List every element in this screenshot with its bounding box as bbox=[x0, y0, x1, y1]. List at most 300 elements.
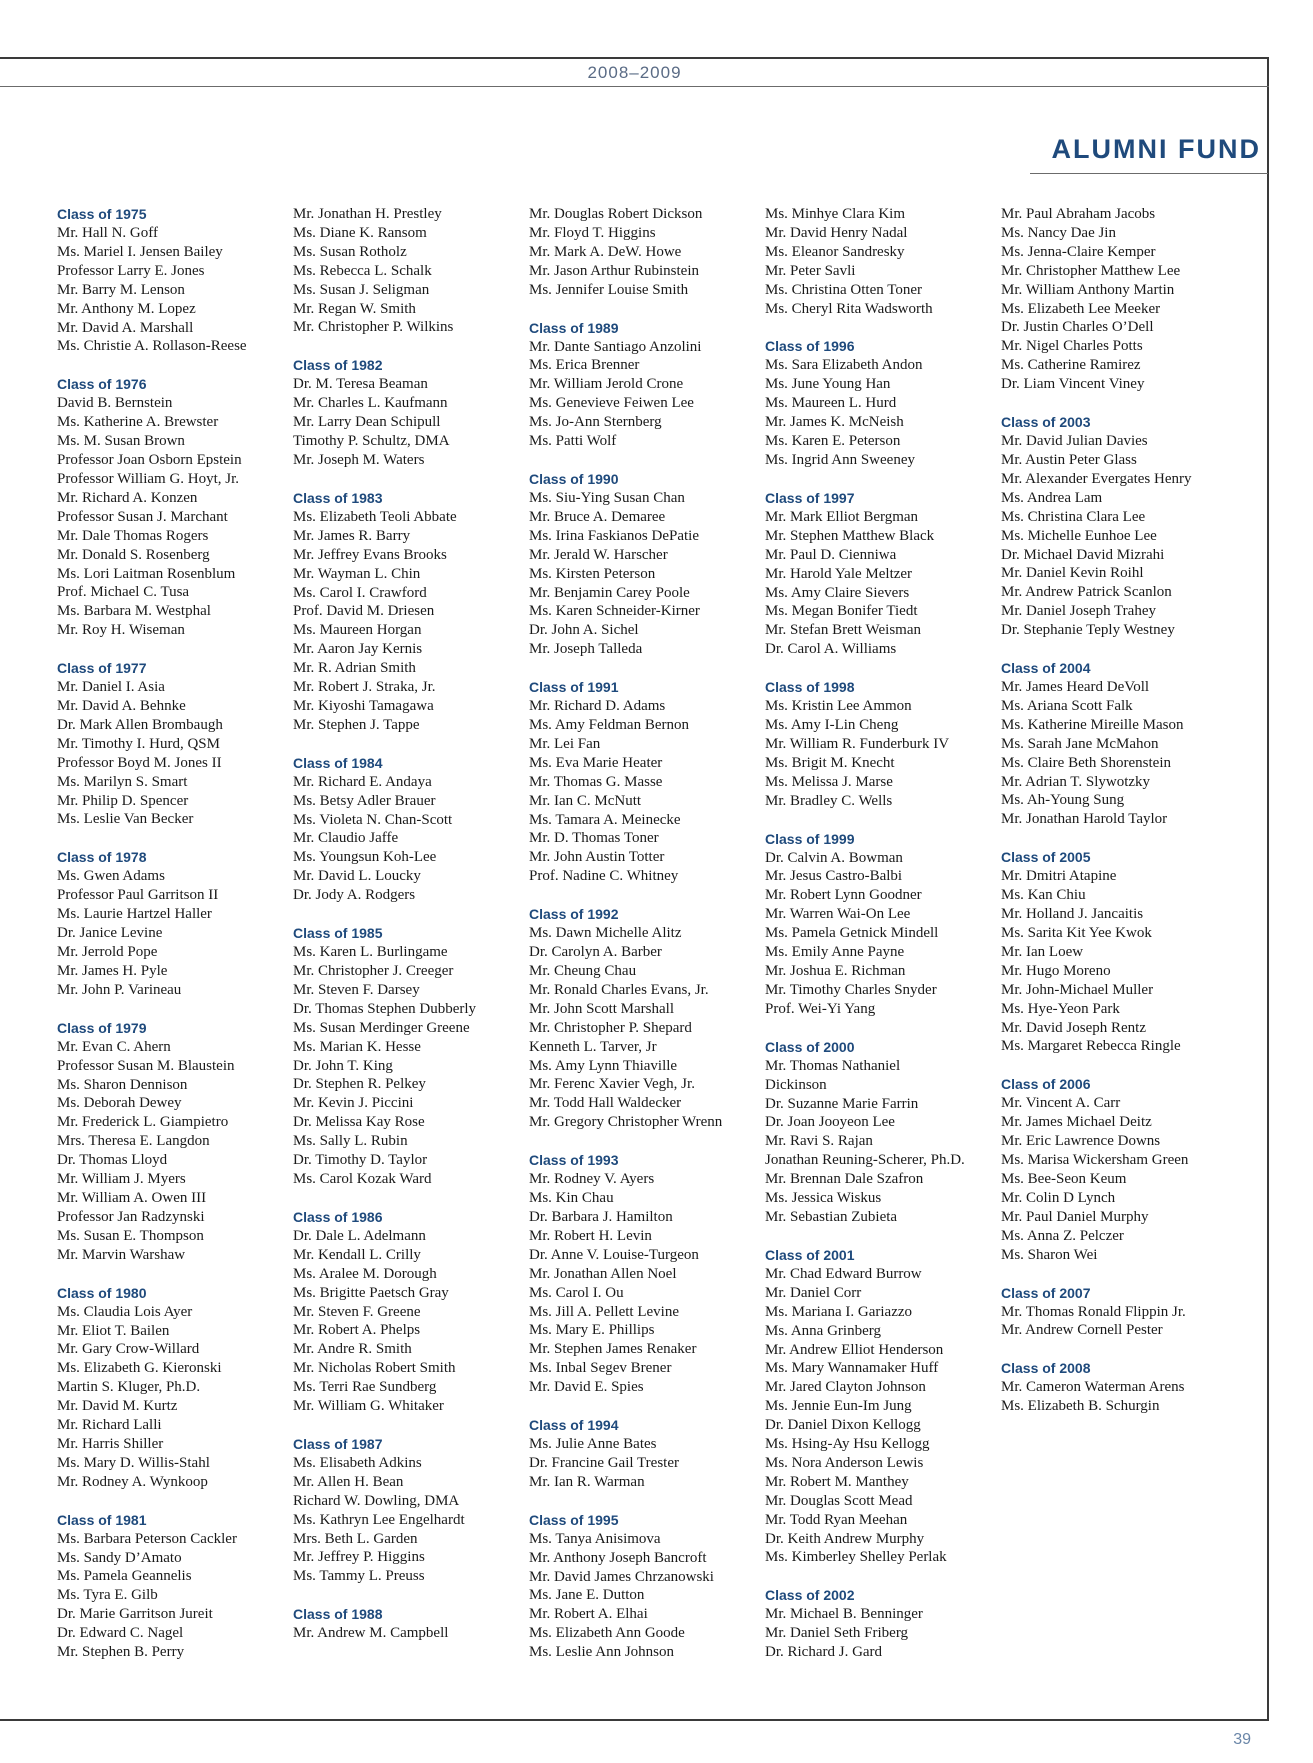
page-number: 39 bbox=[1233, 1731, 1251, 1748]
donor-name: Mr. Claudio Jaffe bbox=[293, 830, 399, 847]
donor-name: Mr. Ian R. Warman bbox=[529, 1473, 645, 1490]
donor-name: Ms. Eleanor Sandresky bbox=[765, 243, 905, 260]
class-heading: Class of 2007 bbox=[1001, 1284, 1091, 1301]
donor-name: Ms. Tamara A. Meinecke bbox=[529, 811, 681, 828]
donor-name: Mr. Stephen James Renaker bbox=[529, 1341, 697, 1358]
donor-name: Mr. Stephen J. Tappe bbox=[293, 716, 420, 733]
donor-name: Ms. Tanya Anisimova bbox=[529, 1530, 661, 1547]
donor-name: Mr. Anthony M. Lopez bbox=[57, 300, 196, 317]
class-group bbox=[529, 1416, 761, 1492]
class-group bbox=[765, 205, 997, 318]
donor-name: Ms. Sandy D’Amato bbox=[57, 1549, 182, 1566]
class-group bbox=[293, 1435, 525, 1586]
donor-name: Mr. Andrew M. Campbell bbox=[293, 1625, 449, 1642]
donor-name: Mr. Gary Crow-Willard bbox=[57, 1341, 200, 1358]
donor-name: Mr. Rodney V. Ayers bbox=[529, 1171, 655, 1188]
class-heading: Class of 1987 bbox=[293, 1435, 383, 1452]
donor-name: Mr. Andre R. Smith bbox=[293, 1341, 412, 1358]
donor-name: Ms. Leslie Van Becker bbox=[57, 811, 194, 828]
donor-name: Ms. Kan Chiu bbox=[1001, 887, 1086, 904]
donor-name: Professor Susan M. Blaustein bbox=[57, 1057, 235, 1074]
donor-name: Ms. Anna Grinberg bbox=[765, 1322, 881, 1339]
donor-name: Ms. Mariel I. Jensen Bailey bbox=[57, 243, 223, 260]
donor-name: Mr. Holland J. Jancaitis bbox=[1001, 906, 1144, 923]
donor-name: Mr. Paul Daniel Murphy bbox=[1001, 1208, 1149, 1225]
donor-name: Mr. Stephen Matthew Black bbox=[765, 527, 935, 544]
donor-name: Mr. Allen H. Bean bbox=[293, 1473, 404, 1490]
donor-column-1 bbox=[57, 205, 289, 1681]
donor-name: Prof. Michael C. Tusa bbox=[57, 584, 190, 601]
class-group bbox=[765, 678, 997, 810]
class-heading: Class of 1983 bbox=[293, 489, 383, 506]
donor-name: Ms. Susan J. Seligman bbox=[293, 281, 430, 298]
class-group bbox=[293, 205, 525, 337]
donor-name: Mr. Peter Savli bbox=[765, 262, 856, 279]
class-heading: Class of 1992 bbox=[529, 906, 619, 923]
class-group bbox=[765, 1586, 997, 1662]
donor-name: Mr. Roy H. Wiseman bbox=[57, 622, 185, 639]
donor-name: Mr. Daniel Joseph Trahey bbox=[1001, 603, 1156, 620]
donor-name: Ms. Karen L. Burlingame bbox=[293, 944, 448, 961]
donor-name: Ms. Marian K. Hesse bbox=[293, 1038, 421, 1055]
donor-name: Mr. Philip D. Spencer bbox=[57, 792, 189, 809]
class-heading: Class of 1998 bbox=[765, 679, 855, 696]
donor-name: Dr. Suzanne Marie Farrin bbox=[765, 1095, 919, 1112]
donor-name: Ms. Betsy Adler Brauer bbox=[293, 792, 436, 809]
donor-name: Ms. Amy I-Lin Cheng bbox=[765, 717, 899, 734]
donor-name: Mr. Steven F. Greene bbox=[293, 1303, 421, 1320]
donor-name: David B. Bernstein bbox=[57, 395, 173, 412]
class-heading: Class of 1976 bbox=[57, 376, 147, 393]
donor-name: Ms. Maureen L. Hurd bbox=[765, 395, 897, 412]
class-heading: Class of 1977 bbox=[57, 660, 147, 677]
class-group bbox=[57, 848, 289, 999]
class-group bbox=[57, 1511, 289, 1662]
class-group bbox=[529, 319, 761, 451]
donor-name: Ms. Pamela Geannelis bbox=[57, 1568, 192, 1585]
donor-name: Dr. Carolyn A. Barber bbox=[529, 944, 662, 961]
donor-name: Jonathan Reuning-Scherer, Ph.D. bbox=[765, 1152, 965, 1169]
donor-name: Mr. Ferenc Xavier Vegh, Jr. bbox=[529, 1076, 695, 1093]
donor-name: Mr. David Julian Davies bbox=[1001, 433, 1148, 450]
donor-name: Mr. Andrew Elliot Henderson bbox=[765, 1341, 944, 1358]
donor-name: Ms. Kathryn Lee Engelhardt bbox=[293, 1511, 465, 1528]
donor-name: Ms. Kristin Lee Ammon bbox=[765, 698, 912, 715]
donor-name: Mr. David Henry Nadal bbox=[765, 224, 908, 241]
donor-name: Ms. Kimberley Shelley Perlak bbox=[765, 1549, 947, 1566]
donor-name: Dr. Calvin A. Bowman bbox=[765, 849, 903, 866]
class-heading: Class of 2003 bbox=[1001, 414, 1091, 431]
donor-name: Mr. Andrew Cornell Pester bbox=[1001, 1322, 1163, 1339]
donor-name: Mr. Kendall L. Crilly bbox=[293, 1246, 421, 1263]
donor-name: Mr. Barry M. Lenson bbox=[57, 281, 185, 298]
donor-name: Mr. Thomas Nathaniel bbox=[765, 1057, 901, 1074]
donor-name: Mr. Dante Santiago Anzolini bbox=[529, 338, 702, 355]
donor-name: Ms. Barbara M. Westphal bbox=[57, 603, 211, 620]
donor-name: Richard W. Dowling, DMA bbox=[293, 1492, 460, 1509]
donor-name: Dr. Liam Vincent Viney bbox=[1001, 376, 1145, 393]
class-group bbox=[1001, 659, 1233, 829]
class-group bbox=[1001, 848, 1233, 1056]
class-heading: Class of 1995 bbox=[529, 1511, 619, 1528]
donor-name: Mr. Hugo Moreno bbox=[1001, 962, 1111, 979]
donor-name: Ms. Julie Anne Bates bbox=[529, 1436, 657, 1453]
donor-name: Mr. Richard Lalli bbox=[57, 1417, 162, 1434]
donor-name: Mr. William J. Myers bbox=[57, 1171, 186, 1188]
donor-name: Ms. Pamela Getnick Mindell bbox=[765, 925, 939, 942]
donor-name: Ms. Kin Chau bbox=[529, 1190, 614, 1207]
donor-name: Mr. John-Michael Muller bbox=[1001, 981, 1154, 998]
donor-name: Professor Boyd M. Jones II bbox=[57, 754, 222, 771]
donor-name: Mr. John Scott Marshall bbox=[529, 1000, 674, 1017]
donor-name: Ms. Patti Wolf bbox=[529, 433, 617, 450]
class-heading: Class of 1999 bbox=[765, 830, 855, 847]
donor-name: Mr. Richard E. Andaya bbox=[293, 773, 432, 790]
donor-name: Mr. Jeffrey P. Higgins bbox=[293, 1549, 425, 1566]
donor-name: Mr. Evan C. Ahern bbox=[57, 1038, 171, 1055]
donor-name: Timothy P. Schultz, DMA bbox=[293, 433, 450, 450]
class-heading: Class of 2001 bbox=[765, 1246, 855, 1263]
donor-name: Mr. Charles L. Kaufmann bbox=[293, 395, 448, 412]
donor-name: Ms. Elizabeth Ann Goode bbox=[529, 1625, 685, 1642]
donor-name: Mr. Christopher P. Shepard bbox=[529, 1019, 692, 1036]
donor-name: Mr. Jerald W. Harscher bbox=[529, 546, 668, 563]
class-group bbox=[529, 1511, 761, 1662]
donor-name: Mr. Robert H. Levin bbox=[529, 1227, 652, 1244]
donor-name: Ms. Hsing-Ay Hsu Kellogg bbox=[765, 1436, 930, 1453]
class-group bbox=[57, 205, 289, 356]
donor-name: Professor Susan J. Marchant bbox=[57, 508, 228, 525]
donor-name: Mr. Christopher J. Creeger bbox=[293, 963, 454, 979]
donor-name: Ms. Nora Anderson Lewis bbox=[765, 1454, 924, 1471]
class-group bbox=[529, 470, 761, 659]
donor-name: Ms. Mary Wannamaker Huff bbox=[765, 1360, 939, 1377]
class-heading: Class of 1981 bbox=[57, 1511, 147, 1528]
donor-column-3 bbox=[529, 205, 761, 1681]
donor-name: Ms. Genevieve Feiwen Lee bbox=[529, 395, 694, 412]
class-group bbox=[1001, 1359, 1233, 1416]
donor-name: Mr. Jonathan Harold Taylor bbox=[1001, 811, 1168, 828]
class-group bbox=[765, 830, 997, 1019]
class-heading: Class of 1985 bbox=[293, 925, 383, 942]
class-group bbox=[529, 205, 761, 300]
donor-name: Ms. Irina Faskianos DePatie bbox=[529, 527, 699, 544]
donor-name: Mr. Brennan Dale Szafron bbox=[765, 1171, 924, 1188]
donor-name: Mr. Harold Yale Meltzer bbox=[765, 565, 913, 582]
donor-name: Mr. Ravi S. Rajan bbox=[765, 1133, 873, 1150]
donor-name: Mr. Eliot T. Bailen bbox=[57, 1322, 170, 1339]
donor-name: Mr. Cheung Chau bbox=[529, 963, 637, 979]
donor-name: Mr. Robert A. Phelps bbox=[293, 1322, 421, 1339]
donor-name: Dr. Michael David Mizrahi bbox=[1001, 546, 1165, 563]
donor-name: Mr. Joseph M. Waters bbox=[293, 451, 425, 468]
class-group bbox=[57, 375, 289, 640]
donor-name: Ms. Youngsun Koh-Lee bbox=[293, 849, 437, 866]
donor-name: Ms. Ah-Young Sung bbox=[1001, 792, 1125, 809]
donor-name: Ms. Deborah Dewey bbox=[57, 1095, 182, 1112]
donor-name: Dr. Edward C. Nagel bbox=[57, 1625, 184, 1642]
donor-name: Ms. Inbal Segev Brener bbox=[529, 1360, 672, 1377]
donor-name: Mr. Joseph Talleda bbox=[529, 641, 643, 658]
donor-name: Ms. Brigit M. Knecht bbox=[765, 754, 895, 771]
donor-name: Mr. Mark Elliot Bergman bbox=[765, 508, 919, 525]
donor-name: Mr. Jesus Castro-Balbi bbox=[765, 868, 903, 885]
donor-name: Mr. Stephen B. Perry bbox=[57, 1644, 185, 1661]
donor-name: Mr. David James Chrzanowski bbox=[529, 1568, 714, 1585]
donor-name: Ms. June Young Han bbox=[765, 376, 891, 393]
class-group bbox=[57, 659, 289, 829]
donor-name: Mr. Hall N. Goff bbox=[57, 225, 158, 241]
donor-name: Ms. Susan Rotholz bbox=[293, 243, 407, 260]
donor-name: Ms. Siu-Ying Susan Chan bbox=[529, 489, 685, 506]
donor-name: Mr. Nigel Charles Potts bbox=[1001, 338, 1143, 355]
class-heading: Class of 1982 bbox=[293, 357, 383, 374]
donor-name: Mr. Benjamin Carey Poole bbox=[529, 584, 690, 601]
donor-name: Mr. Stefan Brett Weisman bbox=[765, 622, 921, 639]
donor-name: Mr. Daniel Seth Friberg bbox=[765, 1625, 909, 1642]
donor-name: Mr. Ian Loew bbox=[1001, 943, 1084, 960]
donor-name: Mr. Robert J. Straka, Jr. bbox=[293, 679, 436, 696]
donor-name: Ms. Ingrid Ann Sweeney bbox=[765, 451, 915, 468]
donor-name: Mr. Thomas G. Masse bbox=[529, 773, 663, 790]
donor-name: Mr. Christopher P. Wilkins bbox=[293, 319, 454, 336]
donor-name: Dr. John T. King bbox=[293, 1057, 393, 1074]
donor-name: Mr. Daniel I. Asia bbox=[57, 679, 165, 696]
donor-name: Mr. Robert Lynn Goodner bbox=[765, 887, 922, 904]
donor-name: Dr. Richard J. Gard bbox=[765, 1644, 883, 1661]
donor-name: Ms. Jane E. Dutton bbox=[529, 1587, 645, 1604]
donor-name: Ms. Katherine Mireille Mason bbox=[1001, 716, 1184, 733]
donor-name: Dickinson bbox=[765, 1076, 827, 1093]
class-heading: Class of 1991 bbox=[529, 679, 619, 696]
donor-column-2 bbox=[293, 205, 525, 1662]
donor-name: Ms. Melissa J. Marse bbox=[765, 773, 893, 790]
donor-name: Ms. Margaret Rebecca Ringle bbox=[1001, 1038, 1181, 1055]
donor-name: Ms. Megan Bonifer Tiedt bbox=[765, 603, 918, 620]
donor-name: Ms. Catherine Ramirez bbox=[1001, 357, 1141, 374]
class-heading: Class of 2000 bbox=[765, 1038, 855, 1055]
donor-name: Ms. Jennifer Louise Smith bbox=[529, 281, 689, 298]
donor-name: Mr. D. Thomas Toner bbox=[529, 830, 659, 847]
donor-name: Ms. Katherine A. Brewster bbox=[57, 414, 219, 431]
donor-name: Mr. Jared Clayton Johnson bbox=[765, 1379, 926, 1396]
donor-name: Dr. John A. Sichel bbox=[529, 622, 639, 639]
donor-name: Ms. Erica Brenner bbox=[529, 357, 640, 374]
donor-name: Mr. Sebastian Zubieta bbox=[765, 1208, 898, 1225]
donor-name: Dr. Janice Levine bbox=[57, 925, 163, 942]
donor-name: Mr. Douglas Robert Dickson bbox=[529, 206, 703, 222]
donor-name: Mr. Harris Shiller bbox=[57, 1435, 164, 1452]
donor-name: Mr. James R. Barry bbox=[293, 527, 411, 544]
donor-name: Ms. Minhye Clara Kim bbox=[765, 206, 905, 222]
donor-name: Mr. Richard A. Konzen bbox=[57, 489, 198, 506]
donor-name: Ms. Sarita Kit Yee Kwok bbox=[1001, 925, 1152, 941]
donor-name: Mr. Vincent A. Carr bbox=[1001, 1095, 1121, 1112]
donor-name: Mr. Donald S. Rosenberg bbox=[57, 546, 210, 563]
donor-name: Mr. Steven F. Darsey bbox=[293, 981, 420, 998]
donor-name: Mr. Paul Abraham Jacobs bbox=[1001, 206, 1156, 222]
donor-name: Mrs. Theresa E. Langdon bbox=[57, 1133, 210, 1150]
class-group bbox=[765, 1246, 997, 1568]
donor-name: Ms. Amy Lynn Thiaville bbox=[529, 1057, 678, 1074]
donor-name: Ms. Christie A. Rollason-Reese bbox=[57, 338, 247, 355]
donor-name: Mr. William Jerold Crone bbox=[529, 376, 684, 393]
class-heading: Class of 1984 bbox=[293, 754, 383, 771]
donor-name: Dr. Stephen R. Pelkey bbox=[293, 1076, 426, 1093]
donor-name: Ms. Ariana Scott Falk bbox=[1001, 697, 1133, 714]
donor-name: Mr. David A. Behnke bbox=[57, 698, 186, 715]
donor-name: Ms. Mariana I. Gariazzo bbox=[765, 1303, 913, 1320]
donor-name: Mr. Gregory Christopher Wrenn bbox=[529, 1114, 723, 1131]
donor-name: Mr. Dale Thomas Rogers bbox=[57, 527, 209, 544]
donor-name: Ms. Elizabeth Lee Meeker bbox=[1001, 300, 1161, 317]
donor-name: Mr. Alexander Evergates Henry bbox=[1001, 470, 1192, 487]
donor-name: Dr. Melissa Kay Rose bbox=[293, 1114, 425, 1131]
class-group bbox=[1001, 413, 1233, 640]
donor-name: Ms. Tammy L. Preuss bbox=[293, 1568, 425, 1585]
donor-name: Ms. Mary E. Phillips bbox=[529, 1322, 655, 1339]
class-group bbox=[1001, 1075, 1233, 1264]
donor-name: Ms. Jessica Wiskus bbox=[765, 1190, 882, 1207]
class-heading: Class of 1975 bbox=[57, 206, 147, 222]
donor-name: Mr. Lei Fan bbox=[529, 735, 601, 752]
donor-name: Dr. Mark Allen Brombaugh bbox=[57, 716, 223, 733]
class-group bbox=[293, 489, 525, 735]
donor-name: Ms. Amy Feldman Bernon bbox=[529, 717, 689, 734]
donor-name: Ms. Mary D. Willis-Stahl bbox=[57, 1454, 210, 1471]
donor-name: Dr. Thomas Stephen Dubberly bbox=[293, 1000, 477, 1017]
donor-name: Prof. Wei-Yi Yang bbox=[765, 1000, 876, 1017]
donor-name: Ms. Claire Beth Shorenstein bbox=[1001, 754, 1171, 771]
donor-name: Mr. William A. Owen III bbox=[57, 1189, 207, 1206]
donor-name: Mr. Robert M. Manthey bbox=[765, 1473, 909, 1490]
donor-name: Mr. James H. Pyle bbox=[57, 962, 168, 979]
class-heading: Class of 1980 bbox=[57, 1284, 147, 1301]
donor-name: Dr. Barbara J. Hamilton bbox=[529, 1208, 673, 1225]
donor-name: Dr. Dale L. Adelmann bbox=[293, 1227, 426, 1244]
donor-name: Mr. William Anthony Martin bbox=[1001, 281, 1175, 298]
donor-name: Ms. Carol I. Crawford bbox=[293, 584, 427, 601]
donor-name: Mr. Richard D. Adams bbox=[529, 698, 666, 715]
donor-name: Ms. M. Susan Brown bbox=[57, 433, 185, 450]
donor-name: Mr. Floyd T. Higgins bbox=[529, 224, 656, 241]
class-group bbox=[765, 489, 997, 659]
class-group bbox=[765, 1038, 997, 1227]
donor-name: Ms. Gwen Adams bbox=[57, 868, 165, 885]
donor-name: Ms. Sharon Wei bbox=[1001, 1246, 1098, 1263]
donor-name: Ms. Sally L. Rubin bbox=[293, 1133, 408, 1150]
donor-name: Ms. Leslie Ann Johnson bbox=[529, 1644, 675, 1661]
donor-name: Mr. R. Adrian Smith bbox=[293, 660, 416, 677]
donor-name: Mr. Warren Wai-On Lee bbox=[765, 906, 911, 923]
class-heading: Class of 1994 bbox=[529, 1417, 619, 1434]
donor-name: Mr. David L. Loucky bbox=[293, 868, 421, 885]
donor-name: Ms. Diane K. Ransom bbox=[293, 224, 427, 241]
donor-name: Ms. Amy Claire Sievers bbox=[765, 584, 910, 601]
donor-name: Ms. Christina Clara Lee bbox=[1001, 508, 1146, 525]
donor-name: Ms. Elizabeth Teoli Abbate bbox=[293, 508, 457, 525]
donor-name: Dr. Keith Andrew Murphy bbox=[765, 1530, 925, 1547]
donor-name: Mr. Bradley C. Wells bbox=[765, 792, 893, 809]
class-group bbox=[1001, 1284, 1233, 1341]
donor-column-5 bbox=[1001, 205, 1233, 1435]
donor-name: Prof. David M. Driesen bbox=[293, 603, 435, 620]
header-divider bbox=[0, 86, 1269, 87]
donor-name: Ms. Elizabeth G. Kieronski bbox=[57, 1360, 222, 1377]
donor-name: Mr. Joshua E. Richman bbox=[765, 963, 906, 979]
donor-name: Ms. Cheryl Rita Wadsworth bbox=[765, 300, 933, 317]
donor-name: Mr. David M. Kurtz bbox=[57, 1398, 178, 1415]
page-title: ALUMNI FUND bbox=[1051, 134, 1261, 164]
donor-name: Dr. Anne V. Louise-Turgeon bbox=[529, 1246, 699, 1263]
class-group bbox=[529, 678, 761, 886]
donor-name: Prof. Nadine C. Whitney bbox=[529, 868, 679, 885]
donor-name: Dr. Daniel Dixon Kellogg bbox=[765, 1417, 921, 1434]
class-heading: Class of 2005 bbox=[1001, 849, 1091, 866]
donor-name: Mr. Anthony Joseph Bancroft bbox=[529, 1549, 707, 1566]
donor-name: Ms. Karen E. Peterson bbox=[765, 433, 901, 450]
donor-name: Dr. Jody A. Rodgers bbox=[293, 887, 416, 904]
donor-name: Mr. Marvin Warshaw bbox=[57, 1246, 186, 1263]
donor-name: Kenneth L. Tarver, Jr bbox=[529, 1038, 657, 1055]
donor-name: Mr. Thomas Ronald Flippin Jr. bbox=[1001, 1303, 1186, 1320]
donor-name: Ms. Bee-Seon Keum bbox=[1001, 1170, 1127, 1187]
donor-name: Ms. Jennie Eun-Im Jung bbox=[765, 1398, 912, 1415]
donor-name: Ms. Aralee M. Dorough bbox=[293, 1265, 437, 1282]
donor-name: Ms. Carol Kozak Ward bbox=[293, 1170, 432, 1187]
donor-name: Professor Paul Garritson II bbox=[57, 887, 219, 904]
class-group bbox=[1001, 205, 1233, 394]
donor-name: Mr. Jerrold Pope bbox=[57, 944, 158, 960]
donor-name: Ms. Eva Marie Heater bbox=[529, 754, 663, 771]
donor-name: Mr. Timothy I. Hurd, QSM bbox=[57, 735, 220, 752]
donor-name: Ms. Emily Anne Payne bbox=[765, 944, 905, 961]
donor-column-4 bbox=[765, 205, 997, 1681]
donor-name: Ms. Jill A. Pellett Levine bbox=[529, 1303, 679, 1320]
donor-name: Ms. Lori Laitman Rosenblum bbox=[57, 565, 236, 582]
donor-name: Mr. Paul D. Cienniwa bbox=[765, 546, 897, 563]
donor-name: Mr. David Joseph Rentz bbox=[1001, 1019, 1146, 1036]
class-heading: Class of 1997 bbox=[765, 489, 855, 506]
donor-name: Ms. Susan Merdinger Greene bbox=[293, 1019, 470, 1036]
donor-name: Ms. Christina Otten Toner bbox=[765, 281, 922, 298]
donor-name: Mr. Douglas Scott Mead bbox=[765, 1492, 913, 1509]
donor-name: Mr. Adrian T. Slywotzky bbox=[1001, 773, 1151, 790]
donor-name: Ms. Carol I. Ou bbox=[529, 1284, 624, 1301]
donor-name: Ms. Barbara Peterson Cackler bbox=[57, 1530, 237, 1547]
donor-name: Ms. Terri Rae Sundberg bbox=[293, 1379, 437, 1396]
class-heading: Class of 1986 bbox=[293, 1208, 383, 1225]
donor-name: Ms. Jenna-Claire Kemper bbox=[1001, 243, 1156, 260]
donor-name: Mr. Dmitri Atapine bbox=[1001, 868, 1117, 885]
donor-name: Ms. Kirsten Peterson bbox=[529, 565, 656, 582]
donor-name: Mr. Robert A. Elhai bbox=[529, 1606, 648, 1623]
donor-name: Mr. James Heard DeVoll bbox=[1001, 679, 1150, 696]
donor-name: Mr. Nicholas Robert Smith bbox=[293, 1360, 456, 1377]
donor-name: Ms. Michelle Eunhoe Lee bbox=[1001, 527, 1157, 544]
donor-name: Ms. Maureen Horgan bbox=[293, 622, 422, 639]
donor-name: Dr. Carol A. Williams bbox=[765, 641, 897, 658]
title-rule bbox=[1030, 173, 1268, 174]
class-heading: Class of 1988 bbox=[293, 1606, 383, 1623]
donor-name: Ms. Violeta N. Chan-Scott bbox=[293, 811, 453, 828]
donor-name: Ms. Karen Schneider-Kirner bbox=[529, 603, 700, 620]
class-heading: Class of 1978 bbox=[57, 849, 147, 866]
class-heading: Class of 2006 bbox=[1001, 1076, 1091, 1093]
class-group bbox=[293, 924, 525, 1189]
donor-name: Ms. Sharon Dennison bbox=[57, 1076, 188, 1093]
donor-name: Mr. Chad Edward Burrow bbox=[765, 1265, 922, 1282]
